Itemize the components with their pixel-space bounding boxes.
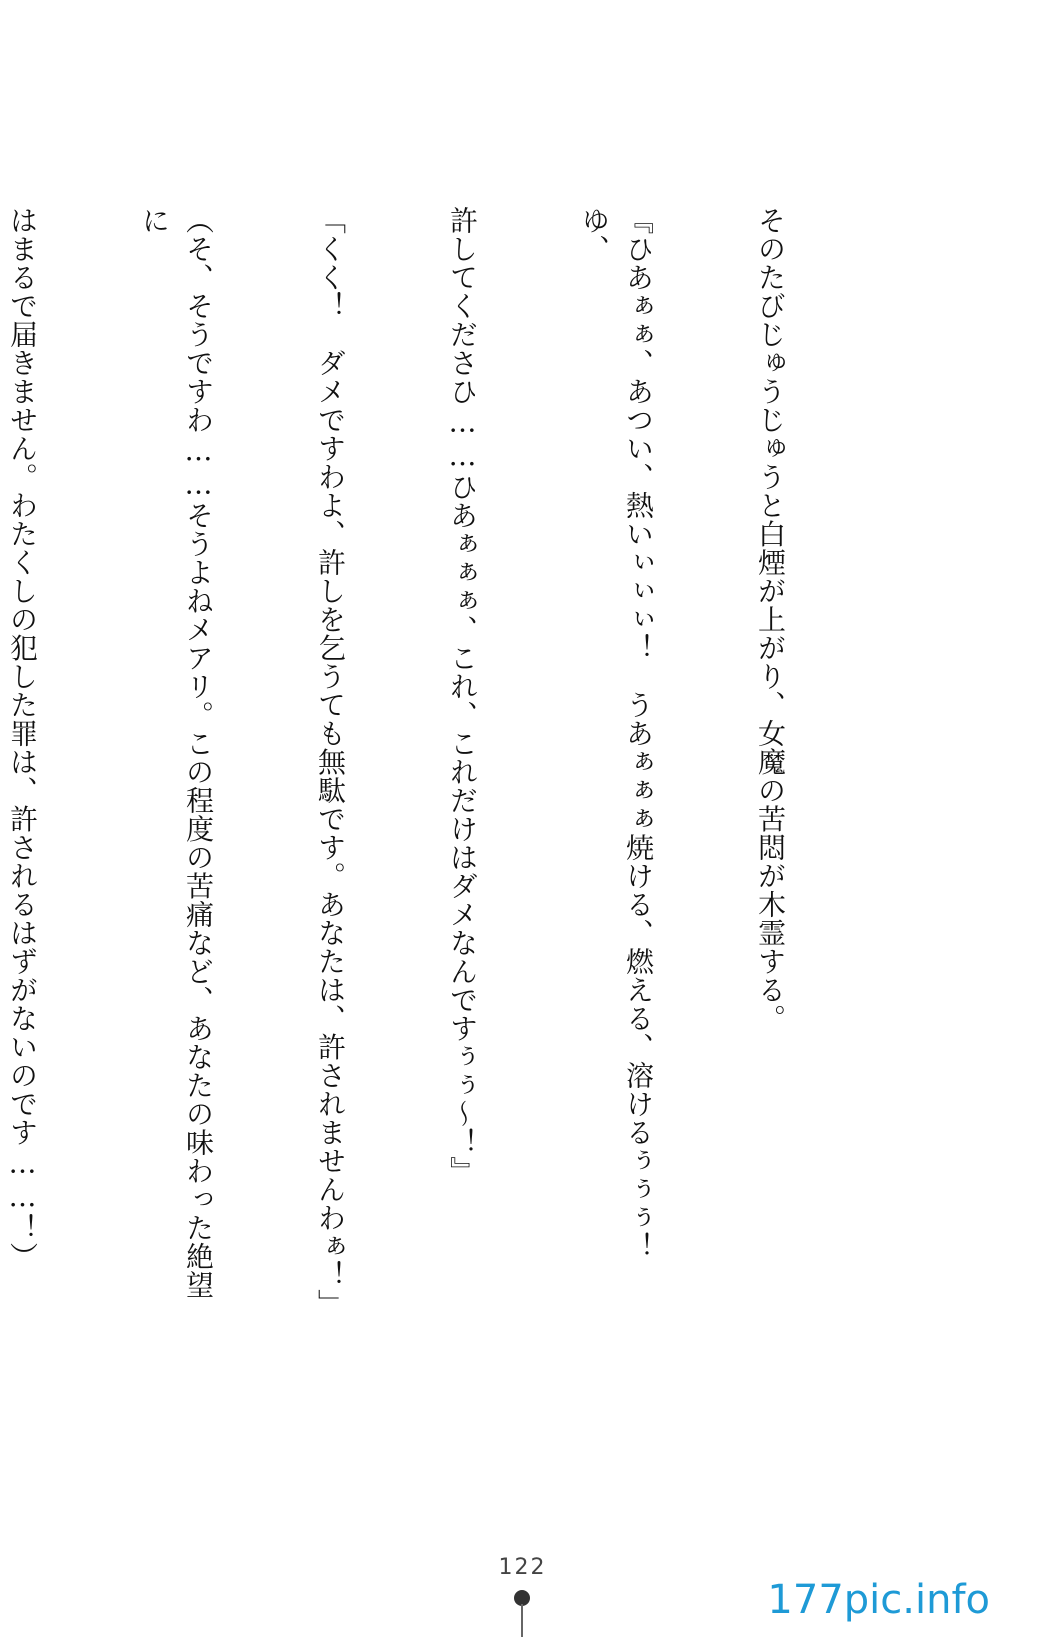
page-marker-line bbox=[521, 1604, 523, 1637]
watermark: 177pic.info bbox=[767, 1577, 990, 1623]
text-line: はまるで届きません。わたくしの犯した罪は、許されるはずがないのです……！） bbox=[6, 206, 39, 1271]
text-line: 『ひあぁぁ、あつい、熱いぃぃぃ！ うあぁぁぁ焼ける、燃える、溶けるぅぅぅ！ ゆ、 bbox=[578, 206, 655, 1289]
text-line: （そ、そうですわ……そうよねメアリ。この程度の苦痛など、あなたの味わった絶望に bbox=[138, 206, 215, 1299]
text-line: 「くく！ ダメですわよ、許しを乞うても無駄です。あなたは、許されませんわぁ！」 bbox=[314, 206, 347, 1318]
text-line: そのたびじゅうじゅうと白煙が上がり、女魔の苦悶が木霊する。 bbox=[754, 206, 787, 1033]
text-line: 許してくださひ……ひあぁぁぁ、これ、これだけはダメなんですぅぅ〜！』 bbox=[446, 206, 479, 1185]
page-number: 122 bbox=[498, 1555, 547, 1580]
body-text bbox=[6, 206, 880, 1326]
